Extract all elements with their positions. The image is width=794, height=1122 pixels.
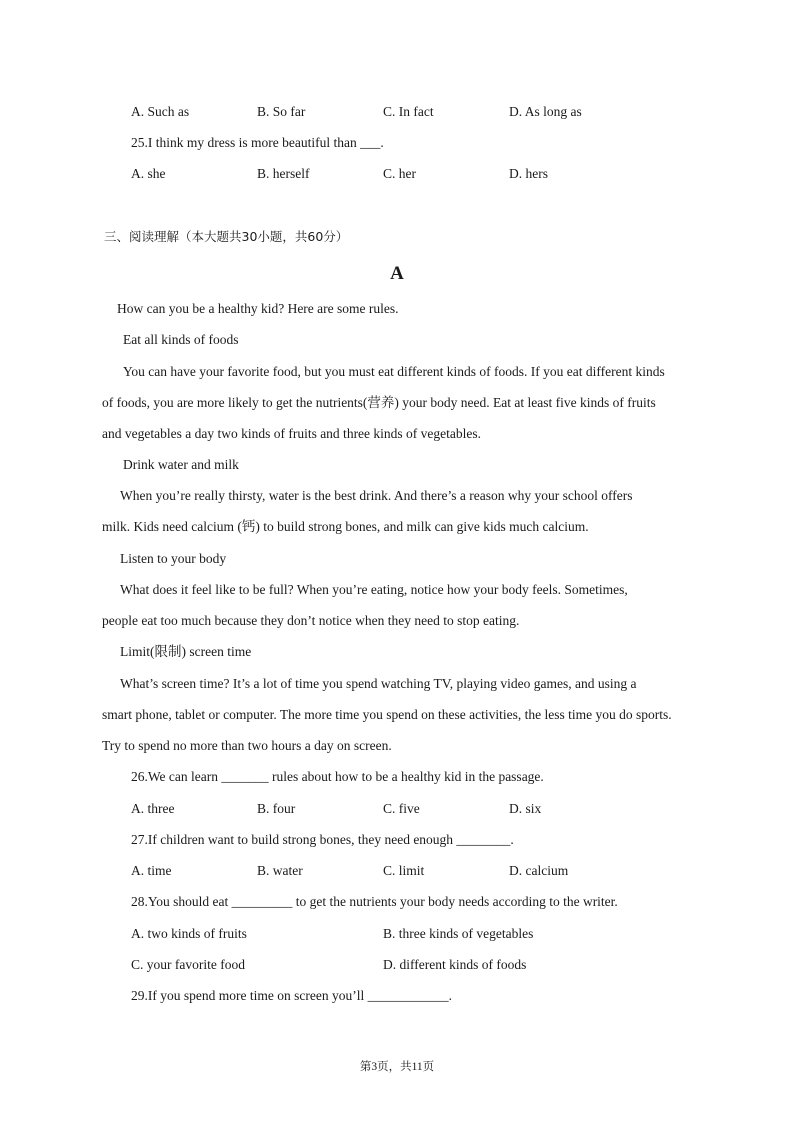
- q25-stem: 25.I think my dress is more beautiful than ___.: [131, 135, 384, 150]
- rule4-heading: Limit(限制) screen time: [120, 644, 252, 659]
- q28-stem: 28.You should eat _________ to get the nutrients your body needs according to the writer.: [131, 894, 618, 909]
- q27-stem: 27.If children want to build strong bones, they need enough ________.: [131, 832, 514, 847]
- rule4-line-2: smart phone, tablet or computer. The more time you spend on these activities, the less time you do sports.: [102, 707, 672, 722]
- q28-option-d: D. different kinds of foods: [383, 957, 527, 972]
- rule2-line-1: When you’re really thirsty, water is the best drink. And there’s a reason why your school offers: [120, 488, 633, 503]
- q26-option-c: C. five: [383, 801, 420, 816]
- q28-option-c: C. your favorite food: [131, 957, 245, 972]
- q25-option-a: A. she: [131, 166, 166, 181]
- q24-option-d: D. As long as: [509, 104, 582, 119]
- q25-option-c: C. her: [383, 166, 416, 181]
- rule1-line-1: You can have your favorite food, but you must eat different kinds of foods. If you eat different kinds: [123, 364, 665, 379]
- q26-option-d: D. six: [509, 801, 542, 816]
- rule1-line-2: of foods, you are more likely to get the nutrients(营养) your body need. Eat at least five kinds of fruits: [102, 395, 656, 410]
- q29-stem: 29.If you spend more time on screen you’ll ____________.: [131, 988, 452, 1003]
- q24-option-b: B. So far: [257, 104, 306, 119]
- q26-option-b: B. four: [257, 801, 296, 816]
- rule1-line-3: and vegetables a day two kinds of fruits and three kinds of vegetables.: [102, 426, 482, 441]
- rule3-line-1: What does it feel like to be full? When you’re eating, notice how your body feels. Sometimes,: [120, 582, 628, 597]
- rule3-heading: Listen to your body: [120, 551, 227, 566]
- q27-option-a: A. time: [131, 863, 172, 878]
- q28-option-b: B. three kinds of vegetables: [383, 926, 534, 941]
- rule4-line-3: Try to spend no more than two hours a day on screen.: [102, 738, 392, 753]
- q28-option-a: A. two kinds of fruits: [131, 926, 247, 941]
- rule2-line-2: milk. Kids need calcium (钙) to build strong bones, and milk can give kids much calcium.: [102, 519, 589, 534]
- q24-option-a: A. Such as: [131, 104, 190, 119]
- rule3-line-2: people eat too much because they don’t notice when they need to stop eating.: [102, 613, 520, 628]
- q26-stem: 26.We can learn _______ rules about how to be a healthy kid in the passage.: [131, 769, 544, 784]
- rule2-heading: Drink water and milk: [123, 457, 239, 472]
- section-header: 三、阅读理解（本大题共30小题，共60分）: [104, 229, 349, 244]
- q26-option-a: A. three: [131, 801, 175, 816]
- q27-option-b: B. water: [257, 863, 303, 878]
- page-footer: 第3页，共11页: [359, 1061, 435, 1073]
- q24-option-c: C. In fact: [383, 104, 434, 119]
- rule4-line-1: What’s screen time? It’s a lot of time you spend watching TV, playing video games, and using a: [120, 676, 637, 691]
- passage-title: A: [390, 263, 404, 284]
- q27-option-c: C. limit: [383, 863, 425, 878]
- q25-option-b: B. herself: [257, 166, 310, 181]
- q25-option-d: D. hers: [509, 166, 548, 181]
- q27-option-d: D. calcium: [509, 863, 569, 878]
- passage-intro: How can you be a healthy kid? Here are some rules.: [117, 301, 399, 316]
- rule1-heading: Eat all kinds of foods: [123, 332, 239, 347]
